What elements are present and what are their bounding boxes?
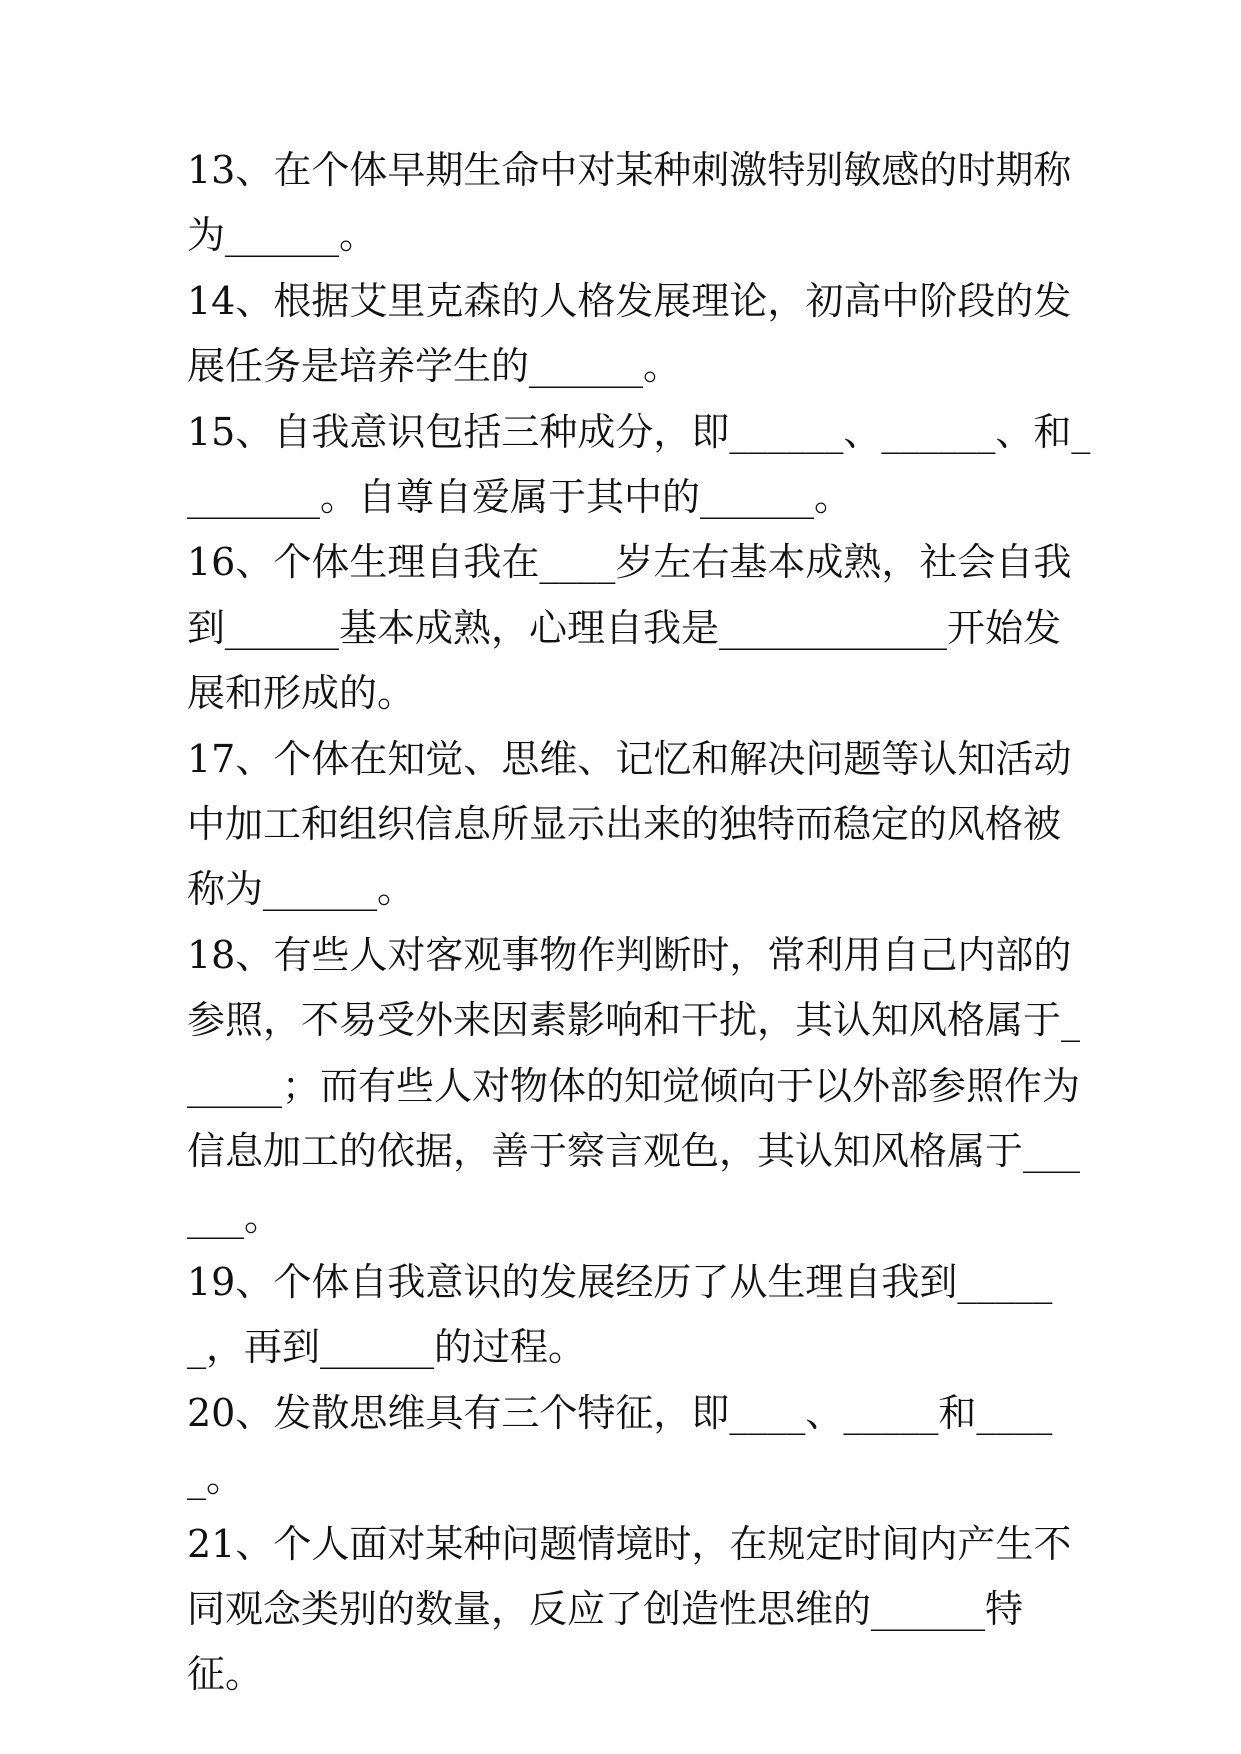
question-18: 18、有些人对客观事物作判断时，常利用自己内部的参照，不易受外来因素影响和干扰，其认知风格属于______；而有些人对物体的知觉倾向于以外部参照作为信息加工的依据，善于察言观色，其认知风格属于______。	[187, 932, 1081, 1239]
question-20: 20、发散思维具有三个特征，即____、_____和_____。	[187, 1390, 1053, 1501]
question-21: 21、个人面对某种问题情境时，在规定时间内产生不同观念类别的数量，反应了创造性思维的______特征。	[187, 1521, 1072, 1697]
question-list	[187, 138, 1092, 1708]
question-16: 16、个体生理自我在____岁左右基本成熟，社会自我到______基本成熟，心理自我是____________开始发展和形成的。	[187, 540, 1072, 716]
question-13: 13、在个体早期生命中对某种刺激特别敏感的时期称为______。	[187, 148, 1072, 258]
question-19: 19、个体自我意识的发展经历了从生理自我到______，再到______的过程。	[187, 1259, 1053, 1370]
question-14: 14、根据艾里克森的人格发展理论，初高中阶段的发展任务是培养学生的______。	[187, 278, 1072, 389]
question-15: 15、自我意识包括三种成分，即______、______、和________。自尊自爱属于其中的______。	[187, 409, 1091, 520]
question-17: 17、个体在知觉、思维、记忆和解决问题等认知活动中加工和组织信息所显示出来的独特而稳定的风格被称为______。	[187, 736, 1072, 912]
